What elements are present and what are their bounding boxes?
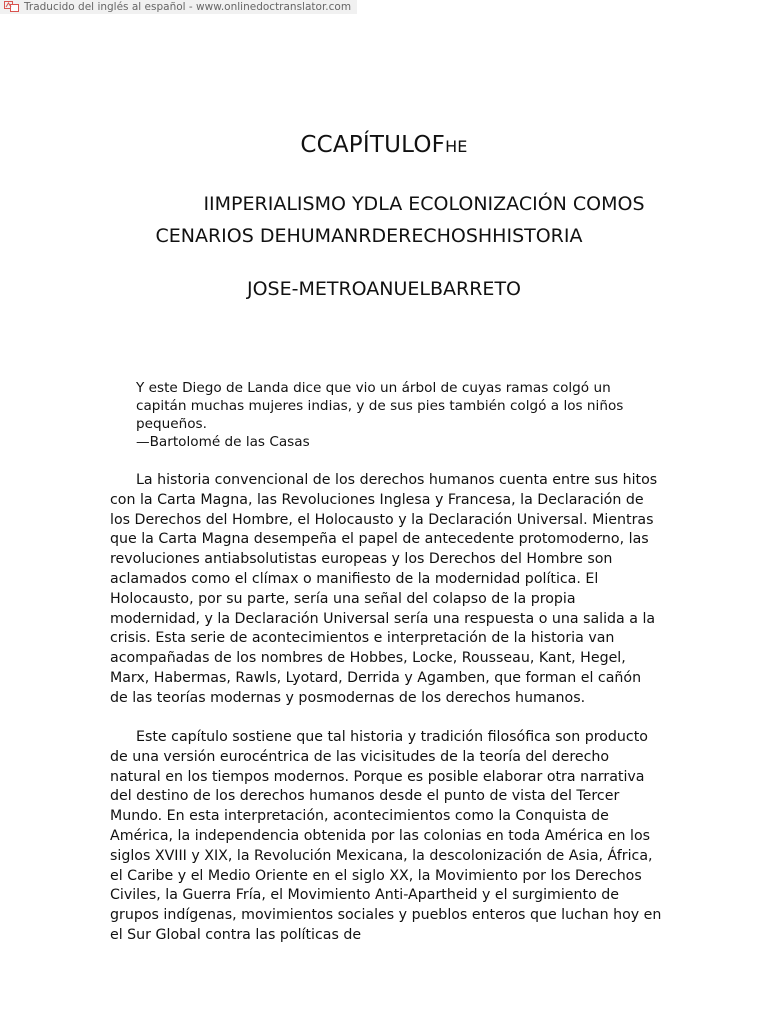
translator-banner[interactable] xyxy=(0,0,357,14)
translate-icon xyxy=(4,1,20,13)
epigraph-attribution: —Bartolomé de las Casas xyxy=(136,434,310,450)
epigraph xyxy=(136,379,636,451)
paragraph-2: Este capítulo sostiene que tal historia y tradición filosófica son producto de una versión eurocéntrica de las vicisitudes de la teoría del derecho natural en los tiempos modernos. Porque es posible elaborar otra narrativa del destino de los derechos humanos desde el punto de vista del Tercer Mundo. En esta interpretación, acontecimientos como la Conquista de América, la independencia obtenida por las colonias en toda América en los siglos XVIII y XIX, la Revolución Mexicana, la descolonización de Asia, África, el Caribe y el Medio Oriente en el siglo XX, la Movimiento por los Derechos Civiles, la Guerra Fría, el Movimiento Anti-Apartheid y el surgimiento de grupos indígenas, movimientos sociales y pueblos enteros que luchan hoy en el Sur Global contra las políticas de xyxy=(110,729,662,944)
body-text xyxy=(110,471,662,965)
author-name: JOSE-METROANUELBARRETO xyxy=(246,278,521,300)
chapter-heading: CCAPÍTULOFhe xyxy=(300,132,468,158)
epigraph-quote: Y este Diego de Landa dice que vio un árbol de cuyas ramas colgó un capitán muchas mujeres indias, y de sus pies también colgó a los niños pequeños. xyxy=(136,380,624,432)
translator-banner-text[interactable]: Traducido del inglés al español - www.onlinedoctranslator.com xyxy=(24,1,352,13)
chapter-title xyxy=(0,188,768,252)
chapter-title-line-2: CENARIOS DEHUMANRDERECHOSHHISTORIA xyxy=(155,225,583,247)
chapter-title-line-1: IIMPERIALISMO YDLA ECOLONIZACIÓN COMOS xyxy=(203,193,645,215)
paragraph-1: La historia convencional de los derechos humanos cuenta entre sus hitos con la Carta Magna, las Revoluciones Inglesa y Francesa, la Declaración de los Derechos del Hombre, el Holocausto y la Declaración Universal. Mientras que la Carta Magna desempeña el papel de antecedente protomoderno, las revoluciones antiabsolutistas europeas y los Derechos del Hombre son aclamados como el clímax o manifiesto de la modernidad política. El Holocausto, por su parte, sería una señal del colapso de la propia modernidad, y la Declaración Universal sería una respuesta o una salida a la crisis. Esta serie de acontecimientos e interpretación de la historia van acompañadas de los nombres de Hobbes, Locke, Rousseau, Kant, Hegel, Marx, Habermas, Rawls, Lyotard, Derrida y Agamben, que forman el cañón de las teorías modernas y posmodernas de los derechos humanos. xyxy=(110,472,658,706)
